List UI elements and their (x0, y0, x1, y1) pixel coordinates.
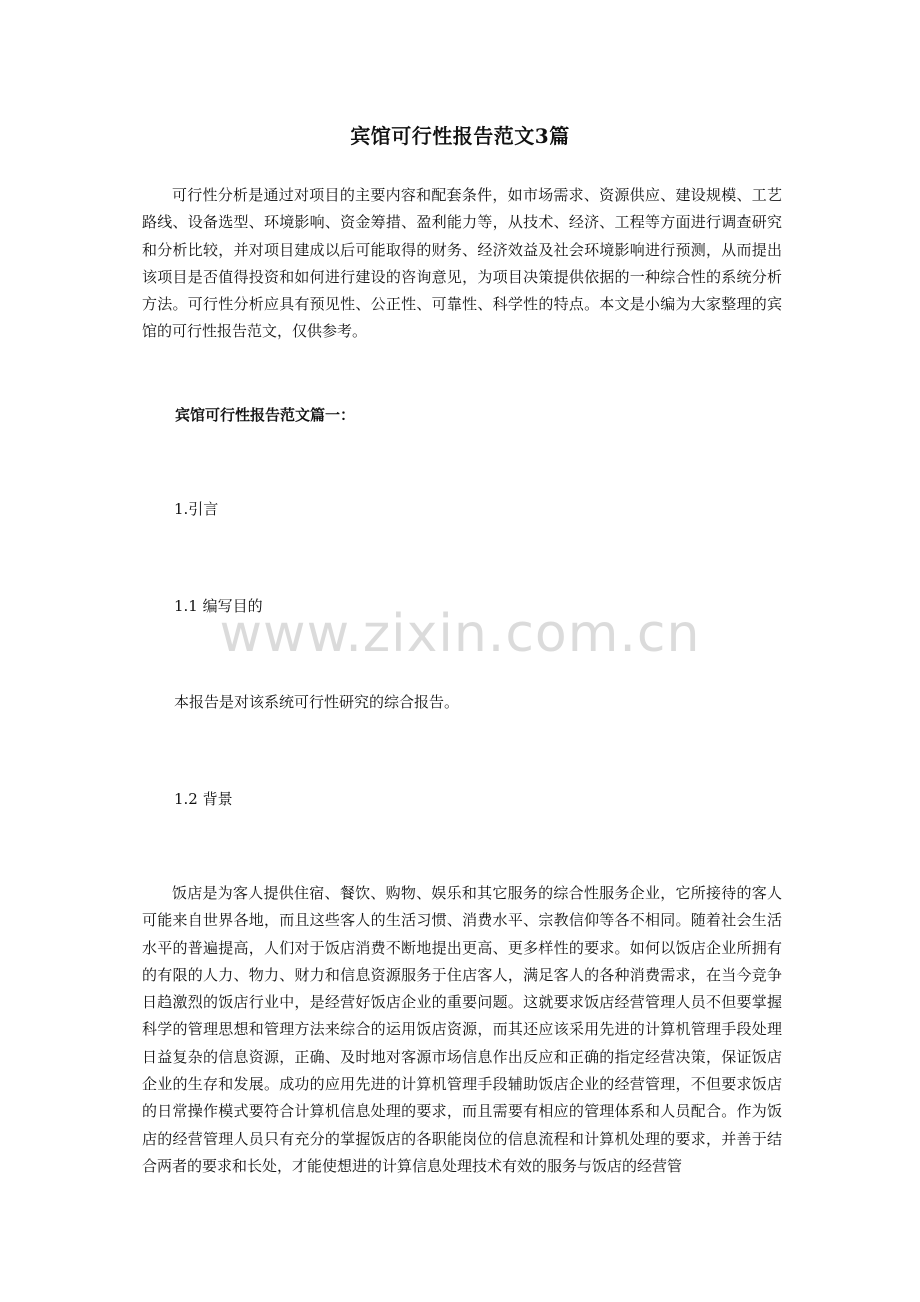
intro-paragraph: 可行性分析是通过对项目的主要内容和配套条件，如市场需求、资源供应、建设规模、工艺路线、设备选型、环境影响、资金筹措、盈利能力等，从技术、经济、工程等方面进行调查研究和分析比较，并对项目建成以后可能取得的财务、经济效益及社会环境影响进行预测，从而提出该项目是否值得投资和如何进行建设的咨询意见，为项目决策提供依据的一种综合性的系统分析方法。可行性分析应具有预见性、公正性、可靠性、科学性的特点。本文是小编为大家整理的宾馆的可行性报告范文，仅供参考。 (142, 186, 782, 341)
background-paragraph: 饭店是为客人提供住宿、餐饮、购物、娱乐和其它服务的综合性服务企业，它所接待的客人可能来自世界各地，而且这些客人的生活习惯、消费水平、宗教信仰等各不相同。随着社会生活水平的普遍提高，人们对于饭店消费不断地提出更高、更多样性的要求。如何以饭店企业所拥有的有限的人力、物力、财力和信息资源服务于住店客人，满足客人的各种消费需求，在当今竞争日趋激烈的饭店行业中，是经营好饭店企业的重要问题。这就要求饭店经营管理人员不但要掌握科学的管理思想和管理方法来综合的运用饭店资源，而其还应该采用先进的计算机管理手段处理日益复杂的信息资源，正确、及时地对客源市场信息作出反应和正确的指定经营决策，保证饭店企业的生存和发展。成功的应用先进的计算机管理手段辅助饭店企业的经营管理，不但要求饭店的日常操作模式要符合计算机信息处理的要求，而且需要有相应的管理体系和人员配合。作为饭店的经营管理人员只有充分的掌握饭店的各职能岗位的信息流程和计算机处理的要求，并善于结合两者的要求和长处，才能使想进的计算信息处理技术有效的服务与饭店的经营管 (142, 884, 782, 1175)
document-title: 宾馆可行性报告范文3篇 (350, 124, 570, 148)
heading-introduction: 1.引言 (174, 500, 219, 518)
heading-purpose: 1.1 编写目的 (174, 597, 263, 615)
section-heading: 宾馆可行性报告范文篇一： (175, 406, 356, 424)
watermark: www.zixin.com.cn (219, 604, 701, 664)
heading-background: 1.2 背景 (174, 790, 233, 808)
purpose-paragraph: 本报告是对该系统可行性研究的综合报告。 (174, 693, 460, 711)
